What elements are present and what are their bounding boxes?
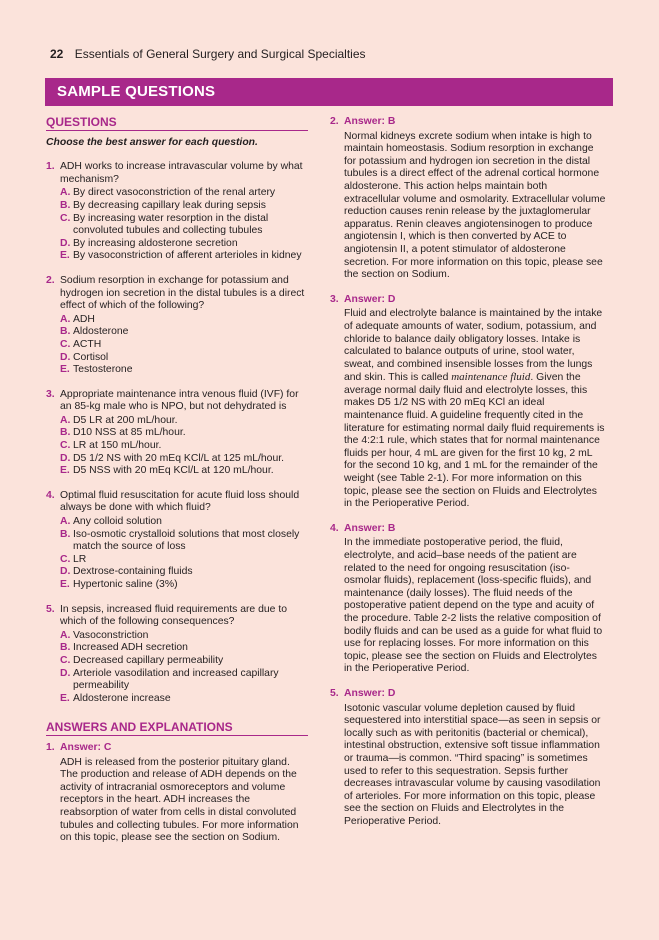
answer-text: ADH is released from the posterior pituitary gland. The production and release of ADH depends on the activity of intracranial osmoreceptors and volume receptors in the heart. ADH increases the reabsorption of water from cells in distal convoluted tubules and collecting tubules. For more information on this topic, please see the section on Sodium. xyxy=(60,756,299,844)
option-text: Cortisol xyxy=(73,351,109,363)
answer-4 xyxy=(330,523,606,676)
answer-option xyxy=(60,554,308,567)
answer-3 xyxy=(330,294,606,511)
option-text: Aldosterone xyxy=(73,326,129,338)
option-text: Vasoconstriction xyxy=(73,629,149,641)
answer-option xyxy=(60,250,308,263)
option-letter: A. xyxy=(60,414,71,426)
option-text: Hypertonic saline (3%) xyxy=(73,579,178,590)
question-5 xyxy=(46,604,308,706)
answer-option xyxy=(60,440,308,453)
option-text: ACTH xyxy=(73,338,102,350)
option-letter: A. xyxy=(60,516,71,528)
question-stem: Appropriate maintenance intra venous fluid (IVF) for an 85-kg male who is NPO, but not dehydrated is xyxy=(60,388,299,413)
option-text: D5 LR at 200 mL/hour. xyxy=(73,414,178,426)
answer-number: 1. xyxy=(46,741,55,753)
answer-option xyxy=(60,642,308,655)
option-letter: C. xyxy=(60,440,71,452)
answer-option xyxy=(60,630,308,643)
option-text: D5 1/2 NS with 20 mEq KCl/L at 125 mL/hour. xyxy=(73,452,284,464)
option-text: By direct vasoconstriction of the renal artery xyxy=(73,187,276,199)
option-letter: E. xyxy=(60,250,70,262)
question-2 xyxy=(46,275,308,377)
section-banner xyxy=(45,78,613,106)
instructions: Choose the best answer for each question. xyxy=(46,136,258,148)
question-number: 5. xyxy=(46,603,55,615)
answer-option xyxy=(60,200,308,213)
question-stem: Optimal fluid resuscitation for acute fluid loss should always be done with which fluid? xyxy=(60,489,300,514)
question-number: 3. xyxy=(46,388,55,400)
option-letter: D. xyxy=(60,237,71,249)
option-letter: B. xyxy=(60,326,71,338)
option-letter: C. xyxy=(60,654,71,666)
answer-option xyxy=(60,453,308,466)
answer-label: Answer: D xyxy=(344,293,396,305)
option-text: By increasing water resorption in the distal convoluted tubules and collecting tubules xyxy=(73,212,269,237)
question-number: 2. xyxy=(46,274,55,286)
answer-label: Answer: D xyxy=(344,687,396,699)
answer-option xyxy=(60,516,308,529)
answer-option xyxy=(60,579,308,592)
answer-2 xyxy=(330,116,606,282)
option-text: LR at 150 mL/hour. xyxy=(73,440,162,452)
question-list xyxy=(46,161,308,705)
option-letter: E. xyxy=(60,465,70,477)
question-stem: ADH works to increase intravascular volume by what mechanism? xyxy=(60,161,303,185)
answer-option xyxy=(60,352,308,365)
answer-option xyxy=(60,566,308,579)
question-4 xyxy=(46,490,308,592)
option-letter: D. xyxy=(60,452,71,464)
book-title: Essentials of General Surgery and Surgical Specialties xyxy=(74,47,366,61)
option-text: By increasing aldosterone secretion xyxy=(73,237,238,249)
answer-5 xyxy=(330,688,606,829)
answer-option xyxy=(60,529,308,554)
option-text: By vasoconstriction of afferent arterioles in kidney xyxy=(73,250,302,262)
option-text: D5 NSS with 20 mEq KCl/L at 120 mL/hour. xyxy=(73,465,274,477)
question-stem: Sodium resorption in exchange for potassium and hydrogen ion secretion in the distal tubules is a direct effect of which of the following? xyxy=(60,274,305,312)
answer-option xyxy=(60,415,308,428)
question-1 xyxy=(46,161,308,263)
option-text: Testosterone xyxy=(73,364,133,376)
answer-number: 4. xyxy=(330,522,339,534)
option-text: ADH xyxy=(73,313,95,325)
answer-text: Normal kidneys excrete sodium when intake is high to maintain homeostasis. Sodium resorption in exchange for potassium and hydrogen ion secretion in the distal tubules is a direct effect of the adrenal cortical hormone aldosterone. This action helps maintain both extracellular volume and osmolarity. Extracellular volume reduction causes renin release by the juxtaglomerular apparatus. Renin cleaves angiotensinogen to produce angiotensin I, which is then converted by ACE to angiotensin II, a potent stimulator of aldosterone secretion. For more information on this topic, please see the section on Sodium. xyxy=(344,130,606,281)
option-text: Decreased capillary permeability xyxy=(73,654,224,666)
answer-option xyxy=(60,213,308,238)
answer-label: Answer: B xyxy=(344,522,396,534)
option-letter: B. xyxy=(60,528,71,540)
option-letter: D. xyxy=(60,566,71,578)
answer-option xyxy=(60,465,308,478)
option-letter: E. xyxy=(60,579,70,590)
option-letter: B. xyxy=(60,642,71,654)
answer-number: 2. xyxy=(330,116,339,127)
option-letter: C. xyxy=(60,553,71,565)
answer-number: 3. xyxy=(330,293,339,305)
option-letter: D. xyxy=(60,667,71,679)
answer-text-part: . Given the average normal daily fluid and electrolyte losses, this makes D5 1/2 NS with 20 mEq KCl an ideal maintenance fluid. A guideline frequently cited in the literature for estimating normal daily fluid requirements is the 4:2:1 rule, which states that for normal maintenance fluids per hour, 4 mL are given for the first 10 kg, 2 mL for the second 10 kg, and 1 mL for the remainder of the weight (see Table 2-1). For more information on this topic, please see the section on Fluids and Electrolytes in the Perioperative Period. xyxy=(344,372,605,510)
answer-option xyxy=(60,187,308,200)
answer-text-part: Fluid and electrolyte balance is maintained by the intake of adequate amounts of water, sodium, potassium, and chloride to balance daily obligatory losses. Intake is calculated to balance outputs of urine, stool water, sweat, and combined insensible losses from the lungs and skin. This is called xyxy=(344,308,603,384)
option-text: Arteriole vasodilation and increased capillary permeability xyxy=(73,667,279,692)
answers-heading: ANSWERS AND EXPLANATIONS xyxy=(46,721,308,736)
running-header xyxy=(50,47,366,61)
answer-text: In the immediate postoperative period, the fluid, electrolyte, and acid–base needs of the patient are related to the need for ongoing resuscitation (iso-osmolar fluids), replacement (loss-specific fluids), and maintenance (daily losses). The fluid needs of the postoperative patient depend on the type and acuity of the procedure. Table 2-2 lists the relative composition of bodily fluids and can be used as a guide for what fluid to use for replacing losses. For more information on this topic, please see the section on Fluids and Electrolytes in the Perioperative Period. xyxy=(344,537,603,675)
answer-option xyxy=(60,427,308,440)
option-text: LR xyxy=(73,553,87,565)
answer-option xyxy=(60,693,308,706)
option-letter: C. xyxy=(60,212,71,224)
answer-option xyxy=(60,668,308,693)
answer-label: Answer: B xyxy=(344,116,396,127)
answer-option xyxy=(60,364,308,377)
option-letter: A. xyxy=(60,629,71,641)
option-text: Dextrose-containing fluids xyxy=(73,566,193,578)
option-text: Aldosterone increase xyxy=(73,692,171,704)
banner-title: SAMPLE QUESTIONS xyxy=(57,83,216,100)
option-letter: D. xyxy=(60,351,71,363)
answer-1 xyxy=(46,742,308,845)
question-number: 1. xyxy=(46,161,55,173)
option-letter: C. xyxy=(60,338,71,350)
option-text: Any colloid solution xyxy=(73,516,162,528)
answer-option xyxy=(60,314,308,327)
option-letter: A. xyxy=(60,313,71,325)
answer-option xyxy=(60,238,308,251)
questions-heading: QUESTIONS xyxy=(46,116,308,131)
option-text: By decreasing capillary leak during sepsis xyxy=(73,199,266,211)
answer-text xyxy=(330,308,606,511)
answer-label: Answer: C xyxy=(60,741,112,753)
answer-option xyxy=(60,339,308,352)
option-text: Increased ADH secretion xyxy=(73,642,188,654)
option-text: Iso-osmotic crystalloid solutions that most closely match the source of loss xyxy=(73,528,300,553)
page-number: 22 xyxy=(50,47,64,61)
option-letter: E. xyxy=(60,364,70,376)
italic-term: maintenance fluid xyxy=(451,371,531,384)
answer-option xyxy=(60,326,308,339)
question-stem: In sepsis, increased fluid requirements are due to which of the following consequences? xyxy=(60,603,287,628)
right-column xyxy=(330,116,606,840)
option-letter: A. xyxy=(60,187,71,199)
question-3 xyxy=(46,389,308,478)
question-number: 4. xyxy=(46,489,55,501)
option-letter: E. xyxy=(60,692,70,704)
answer-option xyxy=(60,655,308,668)
answer-number: 5. xyxy=(330,687,339,699)
answer-text: Isotonic vascular volume depletion caused by fluid sequestered into interstitial space—as seen in sepsis or locally such as with peritonitis (bacterial or chemical), intestinal obstruction, extensive soft tissue inflammation or trauma—is common. “Third spacing” is sometimes used to refer to this sequestration. Sepsis further decreases intravascular volume by causing vasodilation of arterioles. For more information on this topic, please see the section on Fluids and Electrolytes in the Perioperative Period. xyxy=(344,702,601,827)
option-text: D10 NSS at 85 mL/hour. xyxy=(73,427,186,439)
left-column xyxy=(46,116,308,857)
option-letter: B. xyxy=(60,199,71,211)
option-letter: B. xyxy=(60,427,71,439)
